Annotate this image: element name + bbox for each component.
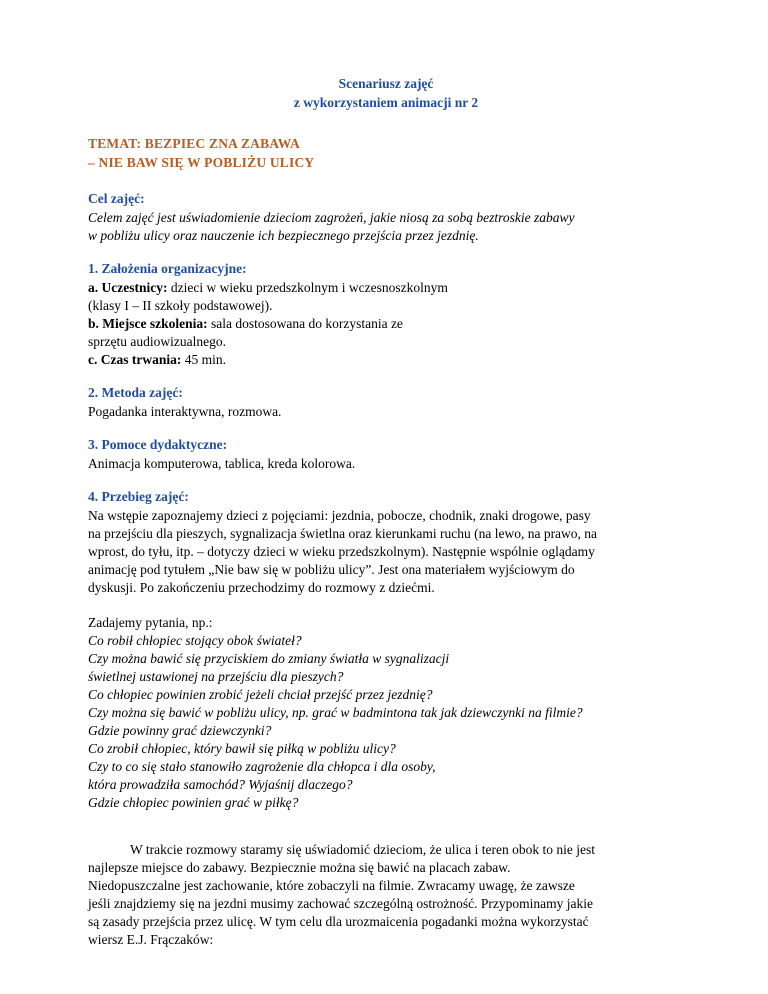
list-item: Co robił chłopiec stojący obok świateł? <box>88 633 302 648</box>
spacer <box>88 812 684 829</box>
place-text-2: sprzętu audiowizualnego. <box>88 334 226 349</box>
section-method-body <box>88 403 684 421</box>
list-item: świetlnej ustawionej na przejściu dla pieszych? <box>88 669 344 684</box>
list-item <box>88 333 684 351</box>
section-organization-heading: 1. Założenia organizacyjne: <box>88 261 247 276</box>
document-title <box>88 74 684 112</box>
goal-text-line-2: w pobliżu ulicy oraz nauczenie ich bezpiecznego przejścia przez jezdnię. <box>88 228 479 243</box>
section-aids <box>88 436 684 473</box>
list-item <box>88 351 684 369</box>
closing-paragraph-line-1: W trakcie rozmowy staramy się uświadomić dzieciom, że ulica i teren obok to nie jest <box>130 842 595 857</box>
course-paragraph-line-5: dyskusji. Po zakończeniu przechodzimy do rozmowy z dziećmi. <box>88 580 435 595</box>
goal-text <box>88 209 684 245</box>
list-item: Gdzie chłopiec powinien grać w piłkę? <box>88 795 299 810</box>
closing-paragraph-line-4: jeśli znajdziemy się na jezdni musimy zachować szczególną ostrożność. Przypominamy jakie <box>88 896 593 911</box>
topic-line-1: TEMAT: BEZPIEC ZNA ZABAWA <box>88 136 300 151</box>
list-item: Co zrobił chłopiec, który bawił się piłką w pobliżu ulicy? <box>88 741 396 756</box>
goal-text-line-1: Celem zajęć jest uświadomienie dzieciom zagrożeń, jakie niosą za sobą beztroskie zabawy <box>88 210 575 225</box>
section-course-heading: 4. Przebieg zajęć: <box>88 489 189 504</box>
spacer <box>88 597 684 614</box>
topic-heading <box>88 134 684 172</box>
participants-text-2: (klasy I – II szkoły podstawowej). <box>88 298 273 313</box>
topic-line-2: – NIE BAW SIĘ W POBLIŻU ULICY <box>88 155 315 170</box>
section-organization <box>88 260 684 369</box>
section-aids-heading: 3. Pomoce dydaktyczne: <box>88 437 228 452</box>
list-item: Czy można się bawić w pobliżu ulicy, np. grać w badmintona tak jak dziewczynki na filmie? <box>88 705 583 720</box>
closing-paragraph-line-3: Niedopuszczalne jest zachowanie, które zobaczyli na filmie. Zwracamy uwagę, że zawsze <box>88 878 575 893</box>
course-paragraph-line-3: wprost, do tyłu, itp. – dotyczy dzieci w wieku przedszkolnym). Następnie wspólnie oglądamy <box>88 544 595 559</box>
list-item: Gdzie powinny grać dziewczynki? <box>88 723 272 738</box>
closing-paragraph-line-5: są zasady przejścia przez ulicę. W tym celu dla urozmaicenia pogadanki można wykorzystać <box>88 914 589 929</box>
section-method <box>88 384 684 421</box>
participants-label: a. Uczestnicy: <box>88 280 168 295</box>
list-item <box>88 297 684 315</box>
list-item: Czy można bawić się przyciskiem do zmiany światła w sygnalizacji <box>88 651 450 666</box>
document-title-line-2: z wykorzystaniem animacji nr 2 <box>293 95 479 110</box>
section-course <box>88 488 684 949</box>
list-item: Animacja komputerowa, tablica, kreda kolorowa. <box>88 456 356 471</box>
closing-paragraph-line-6: wiersz E.J. Frączaków: <box>88 932 214 947</box>
questions-intro: Zadajemy pytania, np.: <box>88 615 213 630</box>
place-label: b. Miejsce szkolenia: <box>88 316 208 331</box>
document-title-line-1: Scenariusz zajęć <box>338 76 434 91</box>
goal-heading: Cel zajęć: <box>88 191 145 206</box>
goal-section <box>88 190 684 245</box>
section-method-heading: 2. Metoda zajęć: <box>88 385 183 400</box>
section-aids-body <box>88 455 684 473</box>
list-item <box>88 315 684 333</box>
list-item: Co chłopiec powinien zrobić jeżeli chciał przejść przez jezdnię? <box>88 687 433 702</box>
section-organization-body <box>88 279 684 369</box>
list-item: Czy to co się stało stanowiło zagrożenie dla chłopca i dla osoby, <box>88 759 436 774</box>
spacer <box>88 829 684 841</box>
list-item: która prowadziła samochód? Wyjaśnij dlaczego? <box>88 777 353 792</box>
duration-text: 45 min. <box>181 352 226 367</box>
course-paragraph-line-4: animację pod tytułem „Nie baw się w pobliżu ulicy”. Jest ona materiałem wyjściowym do <box>88 562 575 577</box>
closing-paragraph-line-2: najlepsze miejsce do zabawy. Bezpiecznie można się bawić na placach zabaw. <box>88 860 511 875</box>
place-text: sala dostosowana do korzystania ze <box>207 316 403 331</box>
participants-text: dzieci w wieku przedszkolnym i wczesnoszkolnym <box>167 280 448 295</box>
closing-paragraph <box>88 841 684 949</box>
questions-list <box>88 632 684 812</box>
list-item <box>88 279 684 297</box>
course-paragraph-line-1: Na wstępie zapoznajemy dzieci z pojęciami: jezdnia, pobocze, chodnik, znaki drogowe, pasy <box>88 508 591 523</box>
course-paragraph-line-2: na przejściu dla pieszych, sygnalizacja świetlna oraz kierunkami ruchu (na lewo, na prawo, na <box>88 526 598 541</box>
duration-label: c. Czas trwania: <box>88 352 182 367</box>
list-item: Pogadanka interaktywna, rozmowa. <box>88 404 282 419</box>
course-paragraph <box>88 507 684 597</box>
